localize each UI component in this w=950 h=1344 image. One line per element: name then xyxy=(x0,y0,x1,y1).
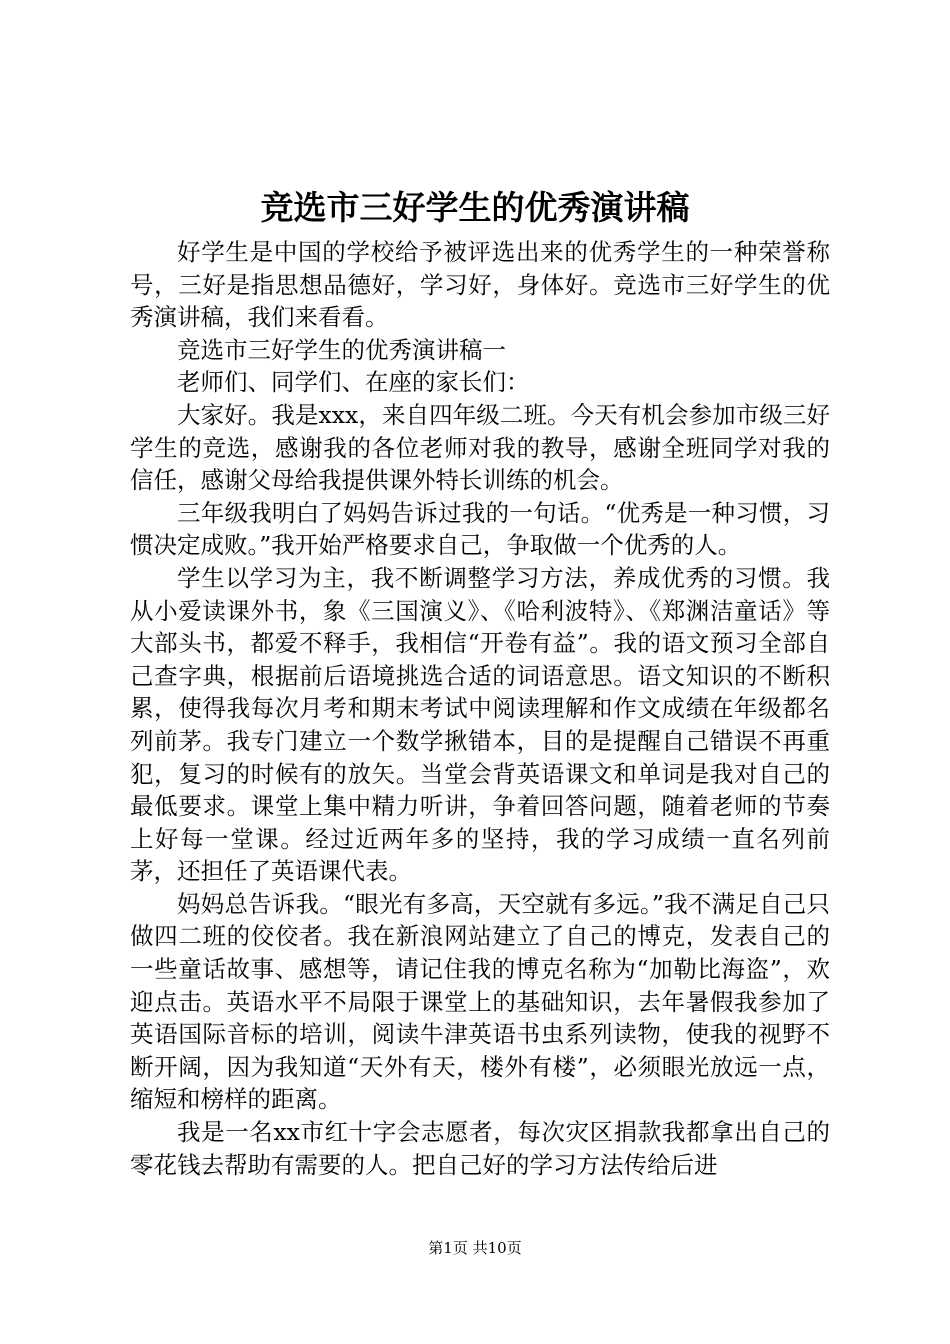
document-body xyxy=(130,236,830,1181)
paragraph-habit: 三年级我明白了妈妈告诉过我的一句话。“优秀是一种习惯，习惯决定成败。”我开始严格要求自己，争取做一个优秀的人。 xyxy=(130,498,830,560)
paragraph-vision: 妈妈总告诉我。“眼光有多高，天空就有多远。”我不满足自己只做四二班的佼佼者。我在新浪网站建立了自己的博克，发表自己的一些童话故事、感想等，请记住我的博克名称为“加勒比海盗”，欢迎点击。英语水平不局限于课堂上的基础知识，去年暑假我参加了英语国际音标的培训，阅读牛津英语书虫系列读物，使我的视野不断开阔，因为我知道“天外有天，楼外有楼”，必须眼光放远一点，缩短和榜样的距离。 xyxy=(130,889,830,1114)
page-number: 第1页 xyxy=(428,1239,468,1257)
paragraph-intro: 好学生是中国的学校给予被评选出来的优秀学生的一种荣誉称号，三好是指思想品德好，学习好，身体好。竞选市三好学生的优秀演讲稿，我们来看看。 xyxy=(130,238,830,332)
paragraph-greeting: 大家好。我是xxx，来自四年级二班。今天有机会参加市级三好学生的竞选，感谢我的各位老师对我的教导，感谢全班同学对我的信任，感谢父母给我提供课外特长训练的机会。 xyxy=(130,400,830,495)
page-total: 共10页 xyxy=(472,1239,522,1257)
paragraph-subtitle: 竞选市三好学生的优秀演讲稿一 xyxy=(177,335,506,364)
paragraph-volunteer: 我是一名xx市红十字会志愿者，每次灾区捐款我都拿出自己的零花钱去帮助有需要的人。把自己好的学习方法传给后进 xyxy=(130,1118,830,1179)
document-title: 竞选市三好学生的优秀演讲稿 xyxy=(260,188,690,227)
paragraph-salutation: 老师们、同学们、在座的家长们： xyxy=(177,368,530,397)
paragraph-study: 学生以学习为主，我不断调整学习方法，养成优秀的习惯。我从小爱读课外书，象《三国演义》、《哈利波特》、《郑渊洁童话》等大部头书，都爱不释手，我相信“开卷有益”。我的语文预习全部自己查字典，根据前后语境挑选合适的词语意思。语文知识的不断积累，使得我每次月考和期末考试中阅读理解和作文成绩在年级都名列前茅。我专门建立一个数学揪错本，目的是提醒自己错误不再重犯，复习的时候有的放矢。当堂会背英语课文和单词是我对自己的最低要求。课堂上集中精力听讲，争着回答问题，随着老师的节奏上好每一堂课。经过近两年多的坚持，我的学习成绩一直名列前茅，还担任了英语课代表。 xyxy=(130,563,830,886)
page-footer xyxy=(0,1238,950,1258)
